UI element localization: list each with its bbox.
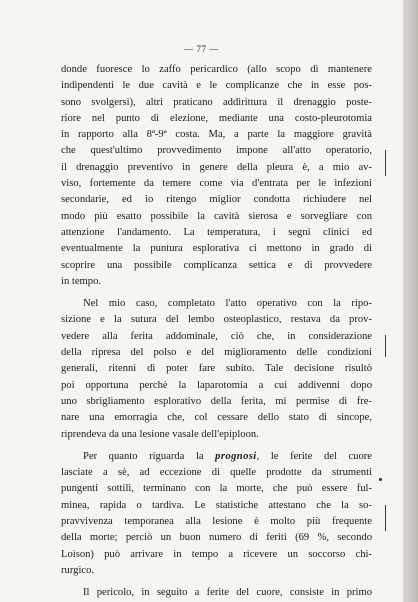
page-edge: [403, 0, 418, 602]
text-line: rurgico.: [61, 564, 95, 576]
text-line: viso, fortemente da temere come via d'entrata per le infezioni: [61, 178, 372, 190]
margin-dot: [379, 478, 382, 481]
text-line: generali, ritenni di poter fare subito. Tale decisione risultò: [61, 363, 372, 375]
text-line: della morte; perciò un buon numero di feriti (69 %, secondo: [61, 532, 372, 544]
text-line: indipendenti le due cavità e le complicanze che in esse pos-: [61, 80, 372, 92]
text-line: Loison) può arrivare in tempo a ricevere un soccorso chi-: [61, 548, 372, 560]
text-line: riore nel punto di elezione, mediante una costo-pleurotomia: [61, 112, 372, 124]
text-line: nare una emorragia che, col cessare dello stato di sincope,: [61, 412, 372, 424]
body-text: [61, 62, 372, 602]
text-line: pravvivenza temporanea alla lesione è molto più frequente: [61, 516, 372, 528]
text-line: vedere alla ferita addominale, ciò che, in considerazione: [61, 330, 372, 342]
text-line: sizione e la sutura del lembo osteoplastico, restava da prov-: [61, 314, 372, 326]
text-line: [61, 449, 372, 465]
paragraph-4: [61, 585, 372, 601]
text-line: in rapporto alla 8ª-9ª costa. Ma, a parte la maggiore gravità: [61, 129, 372, 141]
text-run: Per quanto riguarda la: [83, 450, 204, 462]
text-line: lasciate a sè, ad eccezione di quelle prodotte da strumenti: [61, 467, 372, 479]
paragraph-2: [61, 296, 372, 443]
text-line: riprendeva da una lesione vasale dell'epiploon.: [61, 428, 259, 440]
text-line: uno sbrigliamento esplorativo della ferita, mi permise di fre-: [61, 395, 372, 407]
text-line: poi opportuna perchè la laparotomia a cui addivenni dopo: [61, 379, 372, 391]
page-number: — 77 —: [184, 44, 219, 54]
text-line: pungenti sottili, terminano con la morte, che può essere ful-: [61, 483, 372, 495]
text-line: il drenaggio preventivo in genere della pleura è, a mio av-: [61, 161, 372, 173]
text-line: attenzione l'andamento. La temperatura, i segni clinici ed: [61, 226, 372, 238]
text-line: secondarie, ed io ritengo miglior condotta richiudere nel: [61, 194, 372, 206]
paragraph-3: [61, 449, 372, 579]
text-line: minea, rapida o tardiva. Le statistiche attestano che la so-: [61, 499, 372, 511]
margin-mark: [385, 505, 386, 531]
text-line: eventualmente la puntura esplorativa ci mettono in grado di: [61, 243, 372, 255]
margin-mark: [385, 150, 386, 176]
text-line: che quest'ultimo provvedimento impone all'atto operatorio,: [61, 145, 372, 157]
text-line: della ripresa del polso e del miglioramento delle condizioni: [61, 347, 372, 359]
text-run: , le ferite del cuore: [256, 450, 373, 462]
text-line: scoprire una possibile complicanza settica e di provvedere: [61, 259, 372, 271]
text-line: donde fuoresce lo zaffo pericardico (allo scopo di mantenere: [61, 64, 372, 75]
emphasis-prognosi: prognosi: [215, 450, 257, 462]
text-line: Nel mio caso, completato l'atto operativo con la ripo-: [83, 298, 372, 310]
text-line: Il pericolo, in seguito a ferite del cuore, consiste in primo: [83, 587, 372, 599]
margin-mark: [385, 335, 386, 357]
text-line: modo più esatto possibile la cavità sierosa e sorvegliare con: [61, 210, 372, 222]
text-line: in tempo.: [61, 275, 102, 287]
text-line: sono svolgersi), altri praticano addirittura il drenaggio poste-: [61, 96, 372, 108]
paragraph-1: [61, 62, 372, 290]
